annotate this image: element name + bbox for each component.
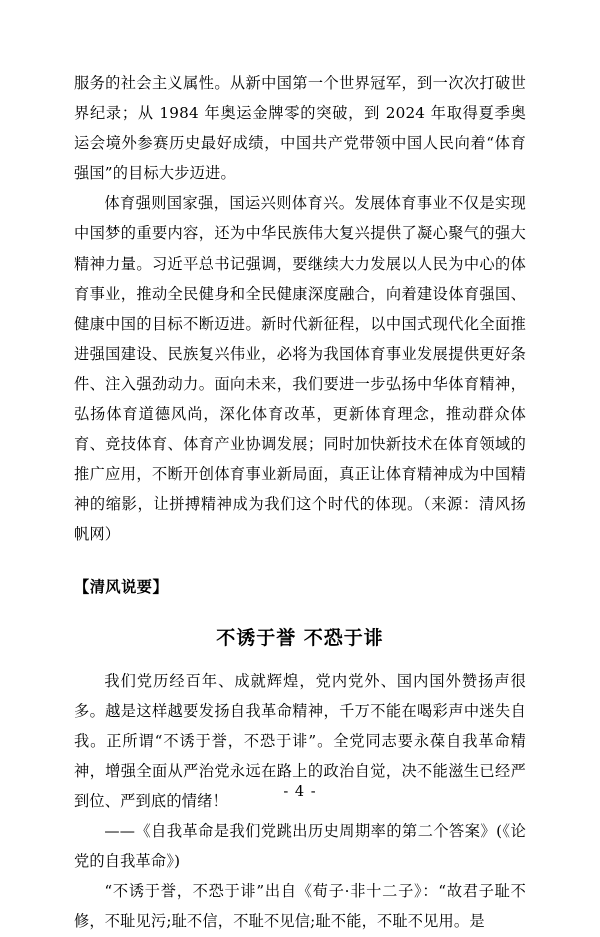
page-number: - 4 -	[283, 784, 317, 800]
body-text-block	[74, 68, 526, 550]
article-paragraph-1: 我们党历经百年、成就辉煌，党内党外、国内国外赞扬声很多。越是这样越要发扬自我革命精神，千万不能在喝彩声中迷失自我。正所谓“不诱于誉，不恐于诽”。全党同志要永葆自我革命精神，增强全面从严治党永远在路上的政治自觉，决不能滋生已经严到位、严到底的情绪！	[74, 671, 526, 811]
article-paragraph-2: “不诱于誉，不恐于诽”出自《荀子·非十二子》：“故君子耻不修，不耻见污;耻不信，不耻不见信;耻不能，不耻不见用。是	[74, 882, 526, 931]
article-title: 不诱于誉 不恐于诽	[216, 626, 384, 649]
article-source-citation: ——《自我革命是我们党跳出历史周期率的第二个答案》(《论党的自我革命》)	[74, 822, 526, 871]
paragraph-continuation: 服务的社会主义属性。从新中国第一个世界冠军，到一次次打破世界纪录；从 1984 年奥运金牌零的突破，到 2024 年取得夏季奥运会境外参赛历史最好成绩，中国共产党带领中国人民向着“体育强国”的目标大步迈进。	[74, 74, 526, 183]
article-body	[74, 666, 526, 937]
paragraph-sports-power: 体育强则国家强，国运兴则体育兴。发展体育事业不仅是实现中国梦的重要内容，还为中华民族伟大复兴提供了凝心聚气的强大精神力量。习近平总书记强调，要继续大力发展以人民为中心的体育事业，推动全民健身和全民健康深度融合，向着建设体育强国、健康中国的目标不断迈进。新时代新征程，以中国式现代化全面推进强国建设、民族复兴伟业，必将为我国体育事业发展提供更好条件、注入强劲动力。面向未来，我们要进一步弘扬中华体育精神，弘扬体育道德风尚，深化体育改革，更新体育理念，推动群众体育、竞技体育、体育产业协调发展；同时加快新技术在体育领域的推广应用，不断开创体育事业新局面，真正让体育精神成为中国精神的缩影，让拼搏精神成为我们这个时代的体现。（来源：清风扬帆网）	[74, 194, 526, 544]
section-heading: 【清风说要】	[74, 577, 169, 596]
